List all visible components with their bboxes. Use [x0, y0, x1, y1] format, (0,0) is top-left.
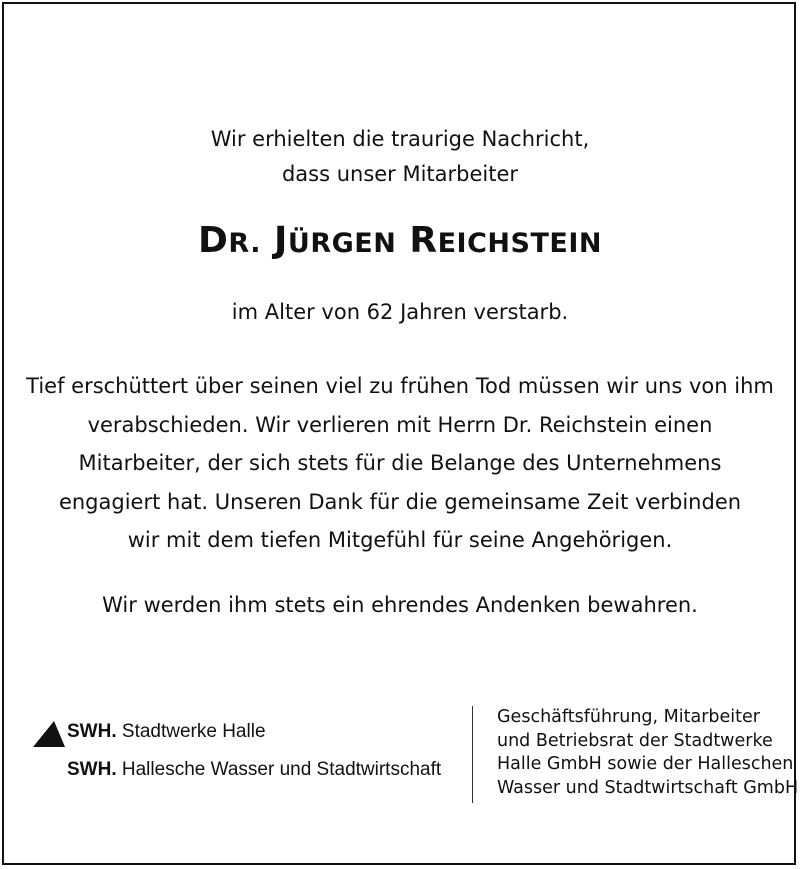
signer-line: Halle GmbH sowie der Halleschen [497, 754, 794, 774]
logo-text: Stadtwerke Halle [121, 721, 266, 742]
closing-line: Wir werden ihm stets ein ehrendes Andenken bewahren. [102, 593, 698, 617]
paragraph-line: Tief erschüttert über seinen viel zu frühen Tod müssen wir uns von ihm [26, 374, 774, 398]
logo-abbr: SWH. [67, 721, 117, 742]
company-logo [33, 719, 463, 789]
name-part: EICHSTEIN [437, 228, 602, 259]
name-part: R. [228, 228, 261, 259]
signers-block [497, 706, 798, 800]
logo-abbr: SWH. [67, 759, 117, 780]
intro-line-2: dass unser Mitarbeiter [281, 162, 519, 186]
name-part: J [260, 220, 288, 261]
paragraph-line: verabschieden. Wir verlieren mit Herrn Dr. Reichstein einen [87, 412, 713, 437]
signer-line: Geschäftsführung, Mitarbeiter [497, 707, 760, 727]
tribute-paragraph [0, 367, 800, 560]
intro-text [0, 122, 800, 192]
age-line: im Alter von 62 Jahren verstarb. [231, 300, 569, 324]
paragraph-line: Mitarbeiter, der sich stets für die Belange des Unternehmens [78, 451, 722, 475]
logo-text: Hallesche Wasser und Stadtwirtschaft [121, 759, 442, 780]
vertical-divider [472, 706, 473, 803]
logo-line-hws [67, 759, 441, 781]
signer-line: Wasser und Stadtwirtschaft GmbH [497, 777, 799, 798]
name-part: D [198, 220, 229, 261]
paragraph-line: wir mit dem tiefen Mitgefühl für seine Angehörigen. [127, 528, 673, 552]
paragraph-line: engagiert hat. Unseren Dank für die gemeinsame Zeit verbinden [58, 489, 742, 514]
logo-line-stadtwerke [67, 721, 266, 743]
signer-line: und Betriebsrat der Stadtwerke [497, 730, 773, 751]
deceased-name [0, 220, 800, 261]
triangle-logo-icon [33, 721, 65, 747]
intro-line-1: Wir erhielten die traurige Nachricht, [210, 127, 590, 151]
name-part: R [396, 220, 438, 261]
name-part: ÜRGEN [287, 228, 397, 259]
